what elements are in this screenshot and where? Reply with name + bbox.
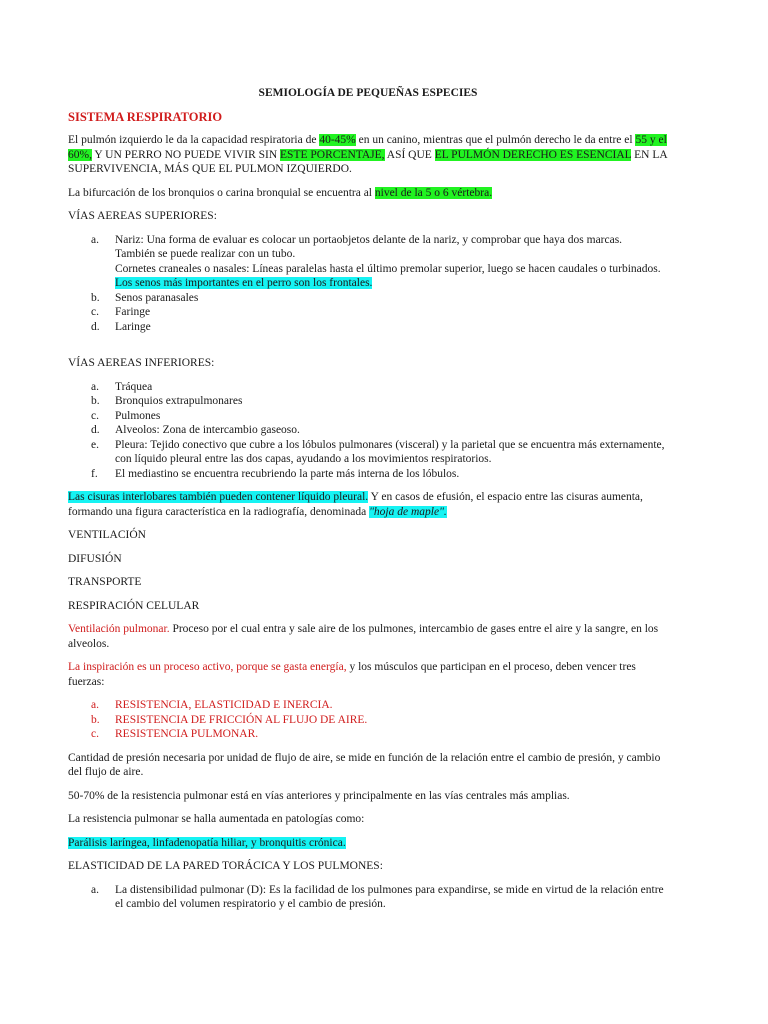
vias-inferiores-list xyxy=(68,380,668,482)
list-item xyxy=(68,727,668,742)
highlight-este-porcentaje: ESTE PORCENTAJE, xyxy=(280,148,385,161)
list-item-text: RESISTENCIA, ELASTICIDAD E INERCIA. xyxy=(115,699,333,711)
list-item xyxy=(68,713,668,728)
list-item-text: Senos paranasales xyxy=(115,291,199,304)
list-item xyxy=(68,467,668,482)
intro-text-1: El pulmón izquierdo le da la capacidad respiratoria de xyxy=(68,134,320,146)
list-marker: a. xyxy=(91,233,99,246)
list-item xyxy=(68,438,668,467)
list-item xyxy=(68,883,668,912)
highlight-cisuras: Las cisuras interlobares también pueden contener líquido pleural. xyxy=(68,491,369,503)
nariz-text: Nariz: Una forma de evaluar es colocar un portaobjetos delante de la nariz, y comprobar que haya dos marcas. xyxy=(115,233,623,246)
list-marker: c. xyxy=(91,409,99,422)
list-item-text: Pulmones xyxy=(115,409,161,422)
term-respiracion-celular: RESPIRACIÓN CELULAR xyxy=(68,599,200,612)
cornetes-text: Cornetes craneales o nasales: Líneas paralelas hasta el último premolar superior, luego se hacen caudales o turbinados. xyxy=(115,262,661,275)
list-marker: b. xyxy=(91,713,100,726)
list-marker: d. xyxy=(91,424,100,436)
highlight-55-60: 55 y el 60%, xyxy=(68,134,667,161)
list-item-text: La distensibilidad pulmonar (D): Es la facilidad de los pulmones para expandirse, se mide en virtud de la relación entre el cambio del volumen respiratorio y el cambio de presión. xyxy=(115,883,664,910)
list-item-text: Laringe xyxy=(115,320,151,333)
list-item-text: Tráquea xyxy=(115,380,153,393)
term-ventilacion: VENTILACIÓN xyxy=(68,529,146,541)
vias-inferiores-heading: VÍAS AEREAS INFERIORES: xyxy=(68,357,215,369)
list-marker: b. xyxy=(91,395,100,407)
highlight-senos-frontales: Los senos más importantes en el perro son los frontales. xyxy=(115,277,373,289)
list-item-text: Pleura: Tejido conectivo que cubre a los lóbulos pulmonares (visceral) y la parietal que se encuentra más externamente, con líquido pleural entre las dos capas, ayudando a los movimientos respiratorios. xyxy=(115,438,665,465)
inspiracion-paragraph xyxy=(68,660,668,689)
list-item xyxy=(68,423,668,438)
list-item xyxy=(68,409,668,424)
term-difusion: DIFUSIÓN xyxy=(68,552,122,565)
list-item xyxy=(68,394,668,409)
intro-text-3: Y UN PERRO NO PUEDE VIVIR SIN xyxy=(91,148,281,161)
list-item-text: El mediastino se encuentra recubriendo la parte más interna de los lóbulos. xyxy=(115,467,460,480)
list-item-text: Bronquios extrapulmonares xyxy=(115,395,243,407)
list-marker: b. xyxy=(91,291,100,304)
list-marker: a. xyxy=(91,699,99,711)
cisuras-text: Y en casos de efusión, el espacio entre las cisuras aumenta, formando una figura característica en la radiografía, denominada xyxy=(68,491,643,518)
fuerzas-list xyxy=(68,698,668,742)
list-item xyxy=(68,380,668,395)
porcentaje-paragraph: 50-70% de la resistencia pulmonar está en vías anteriores y principalmente en las vías centrales más amplias. xyxy=(68,789,570,802)
document-body xyxy=(68,86,668,921)
list-item xyxy=(68,233,668,291)
patologias-paragraph: La resistencia pulmonar se halla aumentada en patologías como: xyxy=(68,813,365,825)
list-marker: c. xyxy=(91,728,99,740)
list-marker: a. xyxy=(91,883,99,896)
ventilacion-text: Proceso por el cual entra y sale aire de los pulmones, intercambio de gases entre el aire y la sangre, en los alveolos. xyxy=(68,623,659,650)
highlight-hoja-de-maple: "hoja de maple". xyxy=(369,505,447,518)
tubo-text: También se puede realizar con un tubo. xyxy=(115,248,296,260)
presion-paragraph: Cantidad de presión necesaria por unidad de flujo de aire, se mide en función de la relación entre el cambio de presión, y cambio del flujo de aire. xyxy=(68,751,661,778)
list-item xyxy=(68,320,668,335)
list-item-text: Alveolos: Zona de intercambio gaseoso. xyxy=(115,424,300,436)
highlight-vertebra: nivel de la 5 o 6 vértebra. xyxy=(374,186,493,199)
bifurcacion-text: La bifurcación de los bronquios o carina bronquial se encuentra al xyxy=(68,186,375,199)
list-marker: f. xyxy=(91,467,98,480)
highlight-pulmon-derecho: EL PULMÓN DERECHO ES ESENCIAL xyxy=(434,148,632,161)
list-marker: d. xyxy=(91,320,100,333)
intro-text-2: en un canino, mientras que el pulmón derecho le da entre el xyxy=(355,134,636,146)
list-marker: e. xyxy=(91,438,99,451)
list-item-text: RESISTENCIA DE FRICCIÓN AL FLUJO DE AIRE. xyxy=(115,713,368,726)
list-marker: a. xyxy=(91,380,99,393)
inspiracion-red-text: La inspiración es un proceso activo, porque se gasta energía, xyxy=(68,661,347,673)
vias-superiores-heading: VÍAS AEREAS SUPERIORES: xyxy=(68,210,217,222)
inspiracion-text: y los músculos que participan en el proceso, deben vencer tres fuerzas: xyxy=(68,661,636,688)
ventilacion-paragraph xyxy=(68,622,668,651)
list-item xyxy=(68,698,668,713)
list-item xyxy=(68,291,668,306)
vias-superiores-list xyxy=(68,233,668,335)
list-marker: c. xyxy=(91,306,99,318)
intro-paragraph xyxy=(68,133,668,177)
list-item-text: Faringe xyxy=(115,306,151,318)
bifurcacion-paragraph xyxy=(68,186,668,201)
document-title: SEMIOLOGÍA DE PEQUEÑAS ESPECIES xyxy=(258,87,478,99)
highlight-paralisis: Parálisis laríngea, linfadenopatía hiliar, y bronquitis crónica. xyxy=(68,836,346,849)
list-item xyxy=(68,305,668,320)
list-item-text: RESISTENCIA PULMONAR. xyxy=(115,728,259,740)
elasticidad-heading: ELASTICIDAD DE LA PARED TORÁCICA Y LOS PULMONES: xyxy=(68,860,383,872)
section-title: SISTEMA RESPIRATORIO xyxy=(68,109,223,124)
cisuras-paragraph xyxy=(68,490,668,519)
highlight-40-45: 40-45% xyxy=(319,134,356,146)
intro-text-5: EN LA SUPERVIVENCIA, MÁS QUE EL PULMON IZQUIERDO. xyxy=(68,148,668,175)
term-transporte: TRANSPORTE xyxy=(68,576,142,588)
elasticidad-list xyxy=(68,883,668,912)
paralisis-paragraph xyxy=(68,836,668,851)
intro-text-4: ASÍ QUE xyxy=(384,148,435,161)
ventilacion-red-text: Ventilación pulmonar. xyxy=(68,623,170,635)
